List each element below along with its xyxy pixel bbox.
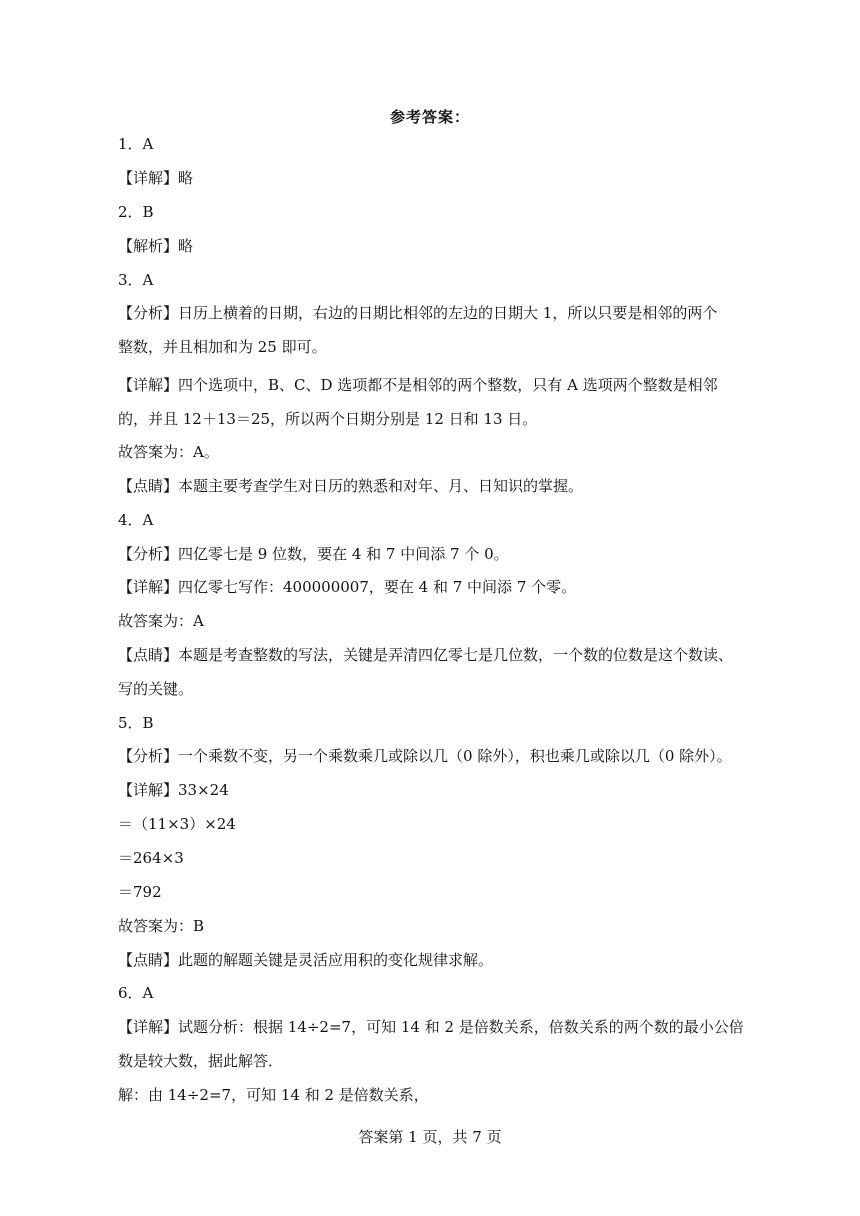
text-line: 故答案为：A [118,612,204,630]
text-line: 整数，并且相加和为 25 即可。 [118,338,327,356]
text-line: 写的关键。 [118,680,194,698]
text-line: 【详解】略 [118,169,194,187]
text-line: 1．A [118,135,154,153]
text-line: 数是较大数，据此解答． [118,1052,284,1070]
text-line: ＝792 [118,883,162,901]
text-line: 2．B [118,203,154,221]
text-line: 【详解】33×24 [118,781,229,799]
text-line: ＝（11×3）×24 [118,815,236,833]
text-line: 【分析】日历上横着的日期，右边的日期比相邻的左边的日期大 1，所以只要是相邻的两个 [118,304,718,322]
text-line: 3．A [118,271,154,289]
text-line: 【点睛】此题的解题关键是灵活应用积的变化规律求解。 [118,951,494,969]
text-line: 6．A [118,984,154,1002]
text-line: 的，并且 12＋13＝25，所以两个日期分别是 12 日和 13 日。 [118,410,538,428]
text-line: ＝264×3 [118,849,184,867]
page-footer: 答案第 1 页，共 7 页 [358,1128,502,1146]
text-line: 【分析】四亿零七是 9 位数，要在 4 和 7 中间添 7 个 0。 [118,545,509,563]
text-line: 解：由 14÷2=7，可知 14 和 2 是倍数关系， [118,1086,429,1104]
text-line: 4．A [118,511,154,529]
text-line: 5．B [118,714,154,732]
text-line: 【点睛】本题是考查整数的写法，关键是弄清四亿零七是几位数，一个数的位数是这个数读、 [118,646,734,664]
text-line: 【详解】试题分析：根据 14÷2=7，可知 14 和 2 是倍数关系，倍数关系的两个数的最小公倍 [118,1018,744,1036]
text-line: 【解析】略 [118,237,194,255]
text-line: 故答案为：A。 [118,443,219,461]
text-line: 【详解】四个选项中，B、C、D 选项都不是相邻的两个整数，只有 A 选项两个整数是相邻 [118,376,718,394]
page-title: 参考答案： [389,108,470,126]
text-line: 故答案为：B [118,917,205,935]
text-line: 【点睛】本题主要考查学生对日历的熟悉和对年、月、日知识的掌握。 [118,477,584,495]
text-line: 【详解】四亿零七写作：400000007，要在 4 和 7 中间添 7 个零。 [118,578,577,596]
text-line: 【分析】一个乘数不变，另一个乘数乘几或除以几（0 除外），积也乘几或除以几（0 除外）。 [118,747,732,765]
